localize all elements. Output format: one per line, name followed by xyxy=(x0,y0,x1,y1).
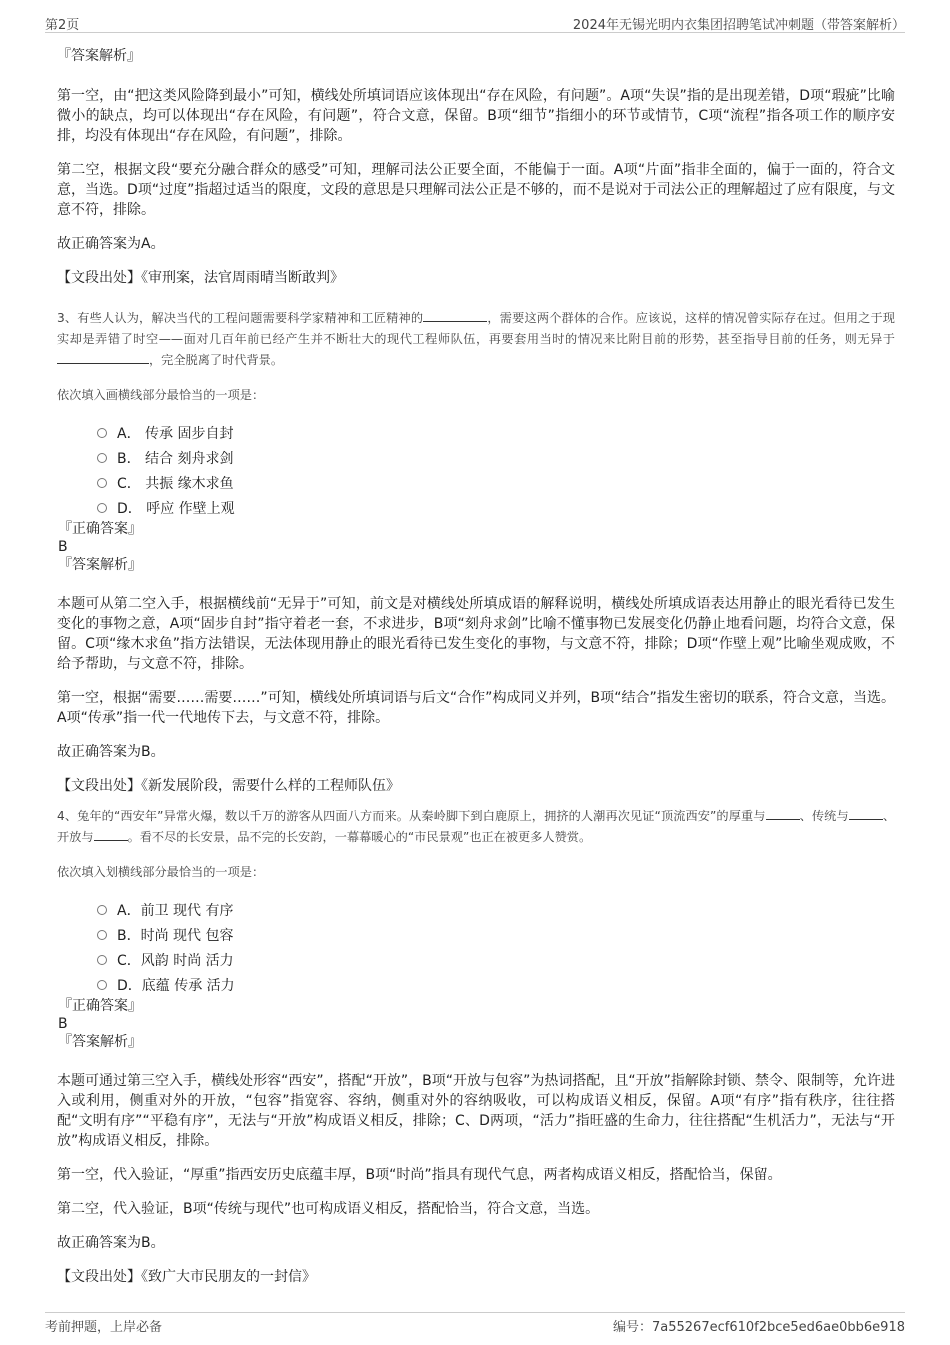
q3-analysis-p1: 本题可从第二空入手，根据横线前“无异于”可知，前文是对横线处所填成语的解释说明，横线处所填成语表达用静止的眼光看待已发生变化的事物之意，A项“固步自封”指守着老一套，不求进步，B项“刻舟求剑”比喻不懂事物已发展变化仍静止地看问题，均符合文意，保留。C项“缘木求鱼”指方法错误，无法体现用静止的眼光看待已发生变化的事物，与文意不符，排除；D项“作壁上观”比喻坐观成败，不给予帮助，与文意不符，排除。 xyxy=(57,596,895,672)
q4-analysis-p1: 本题可通过第三空入手，横线处形容“西安”，搭配“开放”，B项“开放与包容”为热词搭配，且“开放”指解除封锁、禁令、限制等，允许进入或利用，侧重对外的开放，“包容”指宽容、容纳，侧重对外的容纳吸收，可以构成语义相反，保留。A项“有序”指有秩序，往往搭配“文明有序”“平稳有序”，无法与“开放”构成语义相反，排除；C、D两项，“活力”指旺盛的生命力，往往搭配“生机活力”，无法与“开放”构成语义相反，排除。 xyxy=(57,1073,895,1149)
page-number: 第2页 xyxy=(45,18,80,33)
q2-conclusion: 故正确答案为A。 xyxy=(57,236,165,252)
radio-icon[interactable] xyxy=(97,428,107,438)
q3-answer: B xyxy=(58,539,68,555)
page-footer xyxy=(45,1312,905,1337)
q3-stem-c: ，完全脱离了时代背景。 xyxy=(149,353,284,367)
q2-analysis-p1: 第一空，由“把这类风险降到最小”可知，横线处所填词语应该体现出“存在风险，有问题”。A项“失误”指的是出现差错，D项“瑕疵”比喻微小的缺点，均可以体现出“存在风险，有问题”，符合文意，保留。B项“细节”指细小的环节或情节，C项“流程”指各项工作的顺序安排，均没有体现出“存在风险，有问题”，排除。 xyxy=(57,88,895,144)
q3-stem xyxy=(57,308,895,371)
radio-icon[interactable] xyxy=(97,930,107,940)
radio-icon[interactable] xyxy=(97,980,107,990)
q2-analysis-label: 『答案解析』 xyxy=(57,48,141,64)
q4-blank-1 xyxy=(766,807,800,820)
document-code-label: 编号： xyxy=(612,1320,652,1335)
q3-answer-label: 『正确答案』 xyxy=(58,521,142,537)
q4-prompt: 依次填入划横线部分最恰当的一项是： xyxy=(57,865,265,879)
document-code-value: 7a55267ecf610f2bce5ed6ae0bb6e918 xyxy=(652,1320,905,1335)
q4-options xyxy=(57,897,895,997)
q4-blank-2 xyxy=(849,807,883,820)
q4-answer: B xyxy=(58,1016,68,1032)
q4-option-c[interactable]: C．风韵 时尚 活力 xyxy=(97,947,895,972)
q3-stem-b: ，需要这两个群体的合作。应该说，这样的情况曾实际存在过。但用之于现实却是弄错了时空——面对几百年前已经产生并不断壮大的现代工程师队伍，再要套用当时的情况来比附目前的形势，甚至指导目前的任务，则无异于 xyxy=(57,311,895,346)
q4-analysis-p3: 第二空，代入验证，B项“传统与现代”也可构成语义相反，搭配恰当，符合文意，当选。 xyxy=(57,1201,600,1217)
q3-source: 【文段出处】《新发展阶段，需要什么样的工程师队伍》 xyxy=(57,778,400,794)
q4-stem-d: 。看不尽的长安景，品不完的长安韵，一幕幕暖心的“市民景观”也正在被更多人赞赏。 xyxy=(127,830,592,844)
q2-source: 【文段出处】《审刑案，法官周雨晴当断敢判》 xyxy=(57,270,344,286)
footer-slogan: 考前押题，上岸必备 xyxy=(45,1320,163,1335)
q4-analysis-p2: 第一空，代入验证，“厚重”指西安历史底蕴丰厚，B项“时尚”指具有现代气息，两者构成语义相反，搭配恰当，保留。 xyxy=(57,1167,782,1183)
q3-options xyxy=(57,420,895,520)
q4-answer-label: 『正确答案』 xyxy=(58,998,142,1014)
q3-conclusion: 故正确答案为B。 xyxy=(57,744,165,760)
q4-blank-3 xyxy=(94,828,128,841)
q4-option-d[interactable]: D．底蕴 传承 活力 xyxy=(97,972,895,997)
q3-option-c[interactable]: C． 共振 缘木求鱼 xyxy=(97,470,895,495)
q3-option-b[interactable]: B． 结合 刻舟求剑 xyxy=(97,445,895,470)
q3-analysis-label: 『答案解析』 xyxy=(58,557,142,573)
q4-conclusion: 故正确答案为B。 xyxy=(57,1235,165,1251)
q3-stem-a: 3、有些人认为，解决当代的工程问题需要科学家精神和工匠精神的 xyxy=(57,311,424,325)
radio-icon[interactable] xyxy=(97,478,107,488)
q4-analysis-label: 『答案解析』 xyxy=(58,1034,142,1050)
q4-option-a[interactable]: A．前卫 现代 有序 xyxy=(97,897,895,922)
q4-stem-b: 、传统与 xyxy=(799,809,849,823)
q4-stem-a: 4、兔年的“西安年”异常火爆，数以千万的游客从四面八方而来。从秦岭脚下到白鹿原上，拥挤的人潮再次见证“顶流西安”的厚重与 xyxy=(57,809,766,823)
radio-icon[interactable] xyxy=(97,905,107,915)
page-content xyxy=(57,46,895,1287)
radio-icon[interactable] xyxy=(97,503,107,513)
q4-stem xyxy=(57,806,895,848)
q2-analysis-p2: 第二空，根据文段“要充分融合群众的感受”可知，理解司法公正要全面，不能偏于一面。A项“片面”指非全面的，偏于一面的，符合文意，当选。D项“过度”指超过适当的限度，文段的意思是只理解司法公正是不够的，而不是说对于司法公正的理解超过了应有限度，与文意不符，排除。 xyxy=(57,162,895,218)
radio-icon[interactable] xyxy=(97,453,107,463)
q4-stem-c: 、开放与 xyxy=(57,809,896,844)
radio-icon[interactable] xyxy=(97,955,107,965)
q3-analysis-p2: 第一空，根据“需要……需要……”可知，横线处所填词语与后文“合作”构成同义并列，B项“结合”指发生密切的联系，符合文意，当选。A项“传承”指一代一代地传下去，与文意不符，排除。 xyxy=(57,690,895,726)
document-title: 2024年无锡光明内衣集团招聘笔试冲刺题（带答案解析） xyxy=(572,18,905,33)
q4-option-b[interactable]: B．时尚 现代 包容 xyxy=(97,922,895,947)
q4-source: 【文段出处】《致广大市民朋友的一封信》 xyxy=(57,1269,316,1285)
q3-blank-1 xyxy=(423,309,487,322)
page-header xyxy=(45,12,905,33)
q3-blank-2 xyxy=(57,351,149,364)
q3-option-d[interactable]: D． 呼应 作壁上观 xyxy=(97,495,895,520)
document-code xyxy=(613,1316,905,1335)
q3-option-a[interactable]: A． 传承 固步自封 xyxy=(97,420,895,445)
q3-prompt: 依次填入画横线部分最恰当的一项是： xyxy=(57,388,265,402)
